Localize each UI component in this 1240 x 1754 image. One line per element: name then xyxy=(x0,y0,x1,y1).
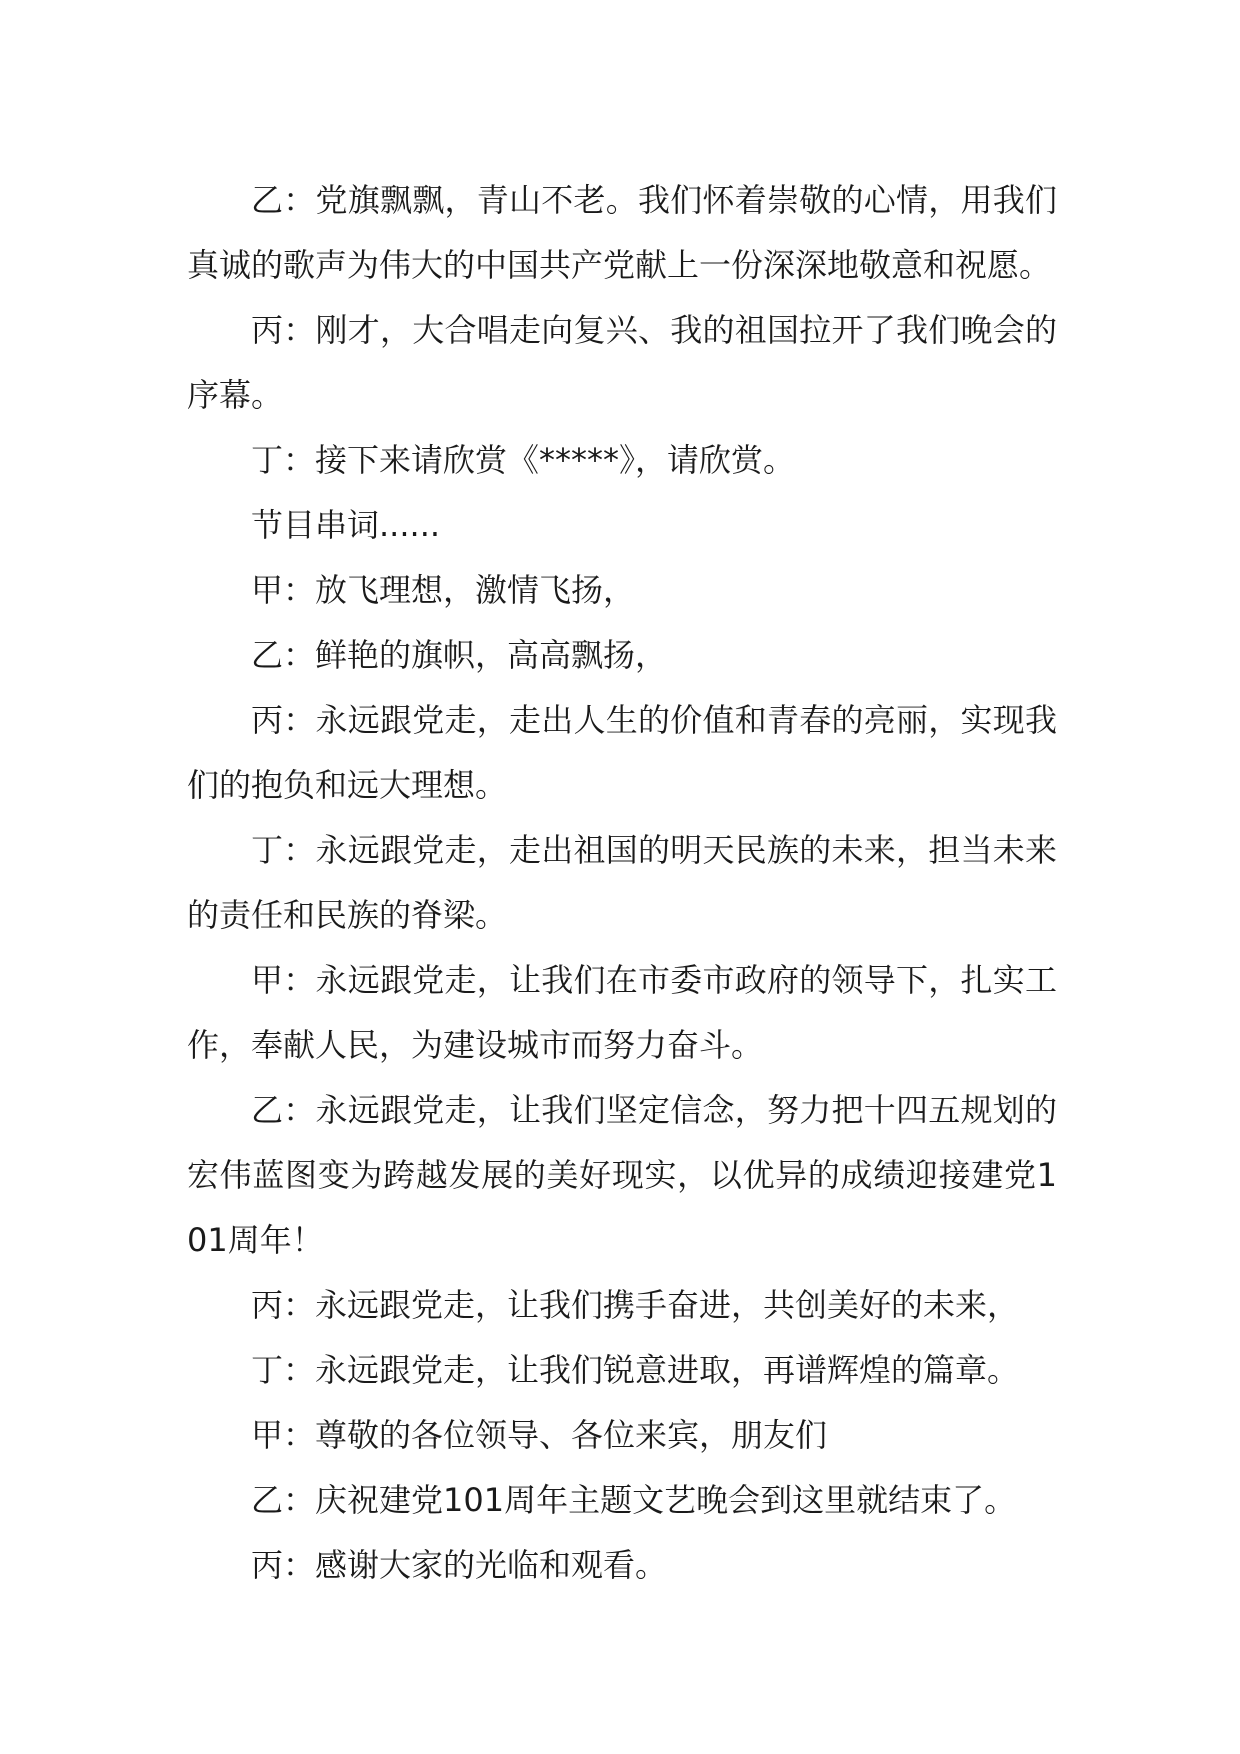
paragraph: 丁：永远跟党走，让我们锐意进取，再谱辉煌的篇章。 xyxy=(251,1351,1020,1389)
paragraph: 节目串词...... xyxy=(251,506,441,544)
paragraph: 甲：尊敬的各位领导、各位来宾，朋友们 xyxy=(251,1416,828,1454)
paragraph: 丙：永远跟党走，走出人生的价值和青春的亮丽，实现我们的抱负和远大理想。 xyxy=(187,701,1057,804)
paragraph: 丙：永远跟党走，让我们携手奋进，共创美好的未来， xyxy=(251,1286,1020,1324)
paragraph: 乙：庆祝建党101周年主题文艺晚会到这里就结束了。 xyxy=(251,1481,1017,1519)
paragraph: 丙：刚才，大合唱走向复兴、我的祖国拉开了我们晚会的序幕。 xyxy=(187,311,1057,414)
paragraph: 甲：放飞理想，激情飞扬， xyxy=(251,571,636,609)
paragraph: 乙：鲜艳的旗帜，高高飘扬， xyxy=(251,636,668,674)
paragraph: 甲：永远跟党走，让我们在市委市政府的领导下，扎实工作，奉献人民，为建设城市而努力奋斗。 xyxy=(187,961,1057,1064)
paragraph: 丁：永远跟党走，走出祖国的明天民族的未来，担当未来的责任和民族的脊梁。 xyxy=(187,831,1057,934)
paragraph: 乙：永远跟党走，让我们坚定信念，努力把十四五规划的宏伟蓝图变为跨越发展的美好现实，以优异的成绩迎接建党101周年！ xyxy=(187,1091,1057,1259)
document-body xyxy=(187,168,1057,1598)
paragraph: 乙：党旗飘飘，青山不老。我们怀着崇敬的心情，用我们真诚的歌声为伟大的中国共产党献上一份深深地敬意和祝愿。 xyxy=(187,181,1057,284)
paragraph: 丙：感谢大家的光临和观看。 xyxy=(251,1546,668,1584)
paragraph: 丁：接下来请欣赏《*****》，请欣赏。 xyxy=(251,441,796,479)
